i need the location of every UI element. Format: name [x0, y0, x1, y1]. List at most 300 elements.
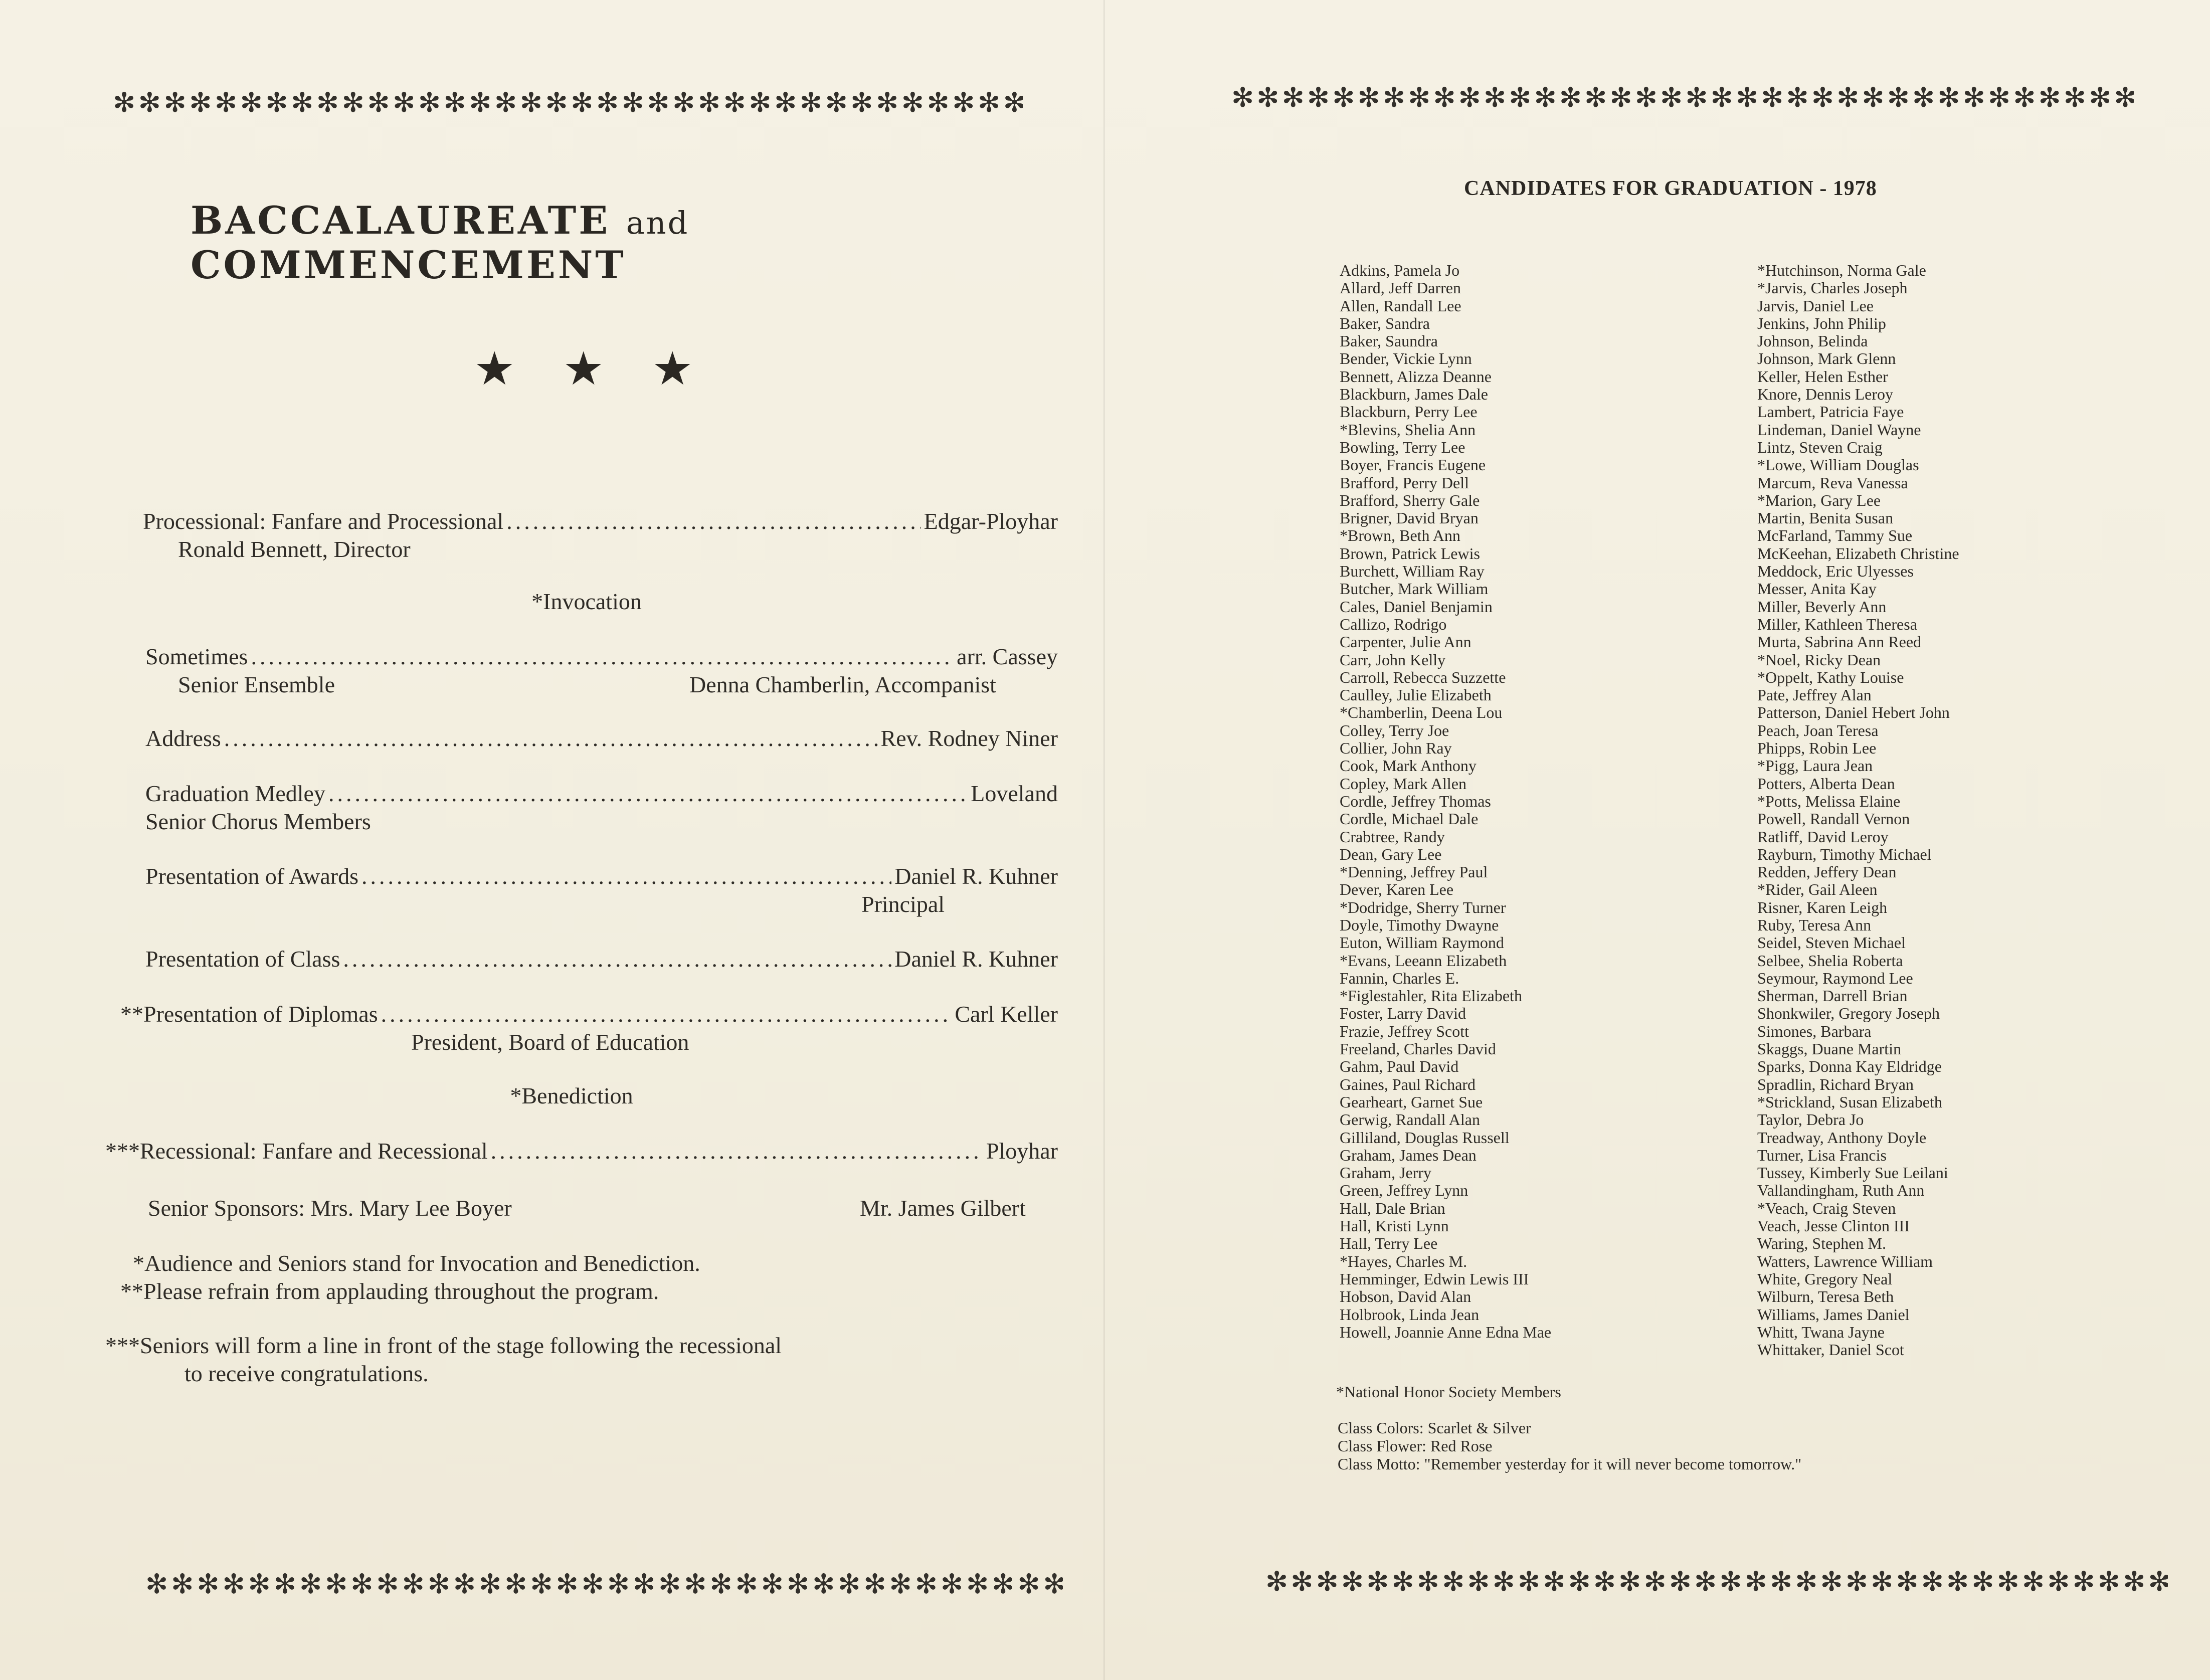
ornament-icon: ✻ [596, 88, 616, 118]
ornament-icon: ✻ [1391, 1567, 1411, 1597]
ornament-icon: ✻ [901, 88, 922, 118]
ornament-icon: ✻ [273, 1569, 294, 1599]
ornament-icon: ✻ [1634, 83, 1654, 113]
candidate-name: Miller, Beverly Ann [1757, 597, 1887, 616]
candidate-name: Jenkins, John Philip [1757, 314, 1886, 332]
candidate-name: Hall, Dale Brian [1340, 1199, 1445, 1217]
candidate-name: *Oppelt, Kathy Louise [1757, 668, 1904, 686]
candidate-name: Brown, Patrick Lewis [1340, 544, 1480, 563]
candidate-name: Colley, Terry Joe [1340, 721, 1449, 739]
ornament-icon: ✻ [571, 88, 591, 118]
candidate-name: *Brown, Beth Ann [1340, 526, 1460, 545]
candidate-name: Freeland, Charles David [1340, 1040, 1496, 1058]
candidate-name: Tussey, Kimberly Sue Leilani [1757, 1164, 1948, 1182]
candidate-name: Patterson, Daniel Hebert John [1757, 703, 1950, 722]
ornament-icon: ✻ [914, 1569, 935, 1599]
ornament-icon: ✻ [443, 88, 463, 118]
ornament-icon: ✻ [1871, 1567, 1891, 1597]
ornament-icon: ✻ [876, 88, 896, 118]
candidate-name: Taylor, Debra Jo [1757, 1110, 1864, 1129]
candidate-name: *Denning, Jeffrey Paul [1340, 863, 1488, 881]
program-performer: arr. Cassey [957, 644, 1058, 669]
program-label: Presentation of Class [145, 946, 340, 972]
candidate-name: Bennett, Alizza Deanne [1340, 367, 1492, 386]
ornament-icon: ✻ [838, 1569, 858, 1599]
candidate-name: Meddock, Eric Ulyesses [1757, 562, 1914, 581]
ornament-icon: ✻ [1017, 1569, 1037, 1599]
program-label: ***Recessional: Fanfare and Recessional [105, 1138, 488, 1164]
ornament-icon: ✻ [1735, 83, 1756, 113]
ornament-icon: ✻ [927, 88, 947, 118]
ornament-icon: ✻ [863, 1569, 883, 1599]
ornament-icon: ✻ [1845, 1567, 1866, 1597]
candidate-name: Carpenter, Julie Ann [1340, 633, 1471, 651]
ornament-icon: ✻ [1660, 83, 1680, 113]
candidate-name: Gearheart, Garnet Sue [1340, 1092, 1483, 1111]
ornament-icon: ✻ [761, 1569, 781, 1599]
ornament-icon: ✻ [138, 88, 158, 118]
candidate-name: *Marion, Gary Lee [1757, 491, 1881, 509]
ornament-icon: ✻ [607, 1569, 627, 1599]
candidate-name: Burchett, William Ray [1340, 562, 1485, 581]
candidate-name: Holbrook, Linda Jean [1340, 1305, 1480, 1324]
program-label: Presentation of Awards [145, 863, 359, 889]
candidate-name: Wilburn, Teresa Beth [1757, 1287, 1894, 1306]
ornament-icon: ✻ [2114, 83, 2134, 113]
candidate-name: Collier, John Ray [1340, 739, 1452, 758]
ornament-icon: ✻ [774, 88, 794, 118]
candidate-name: Copley, Mark Allen [1340, 774, 1466, 793]
ornament-icon: ✻ [709, 1569, 729, 1599]
class-colors: Class Colors: Scarlet & Silver [1338, 1419, 1531, 1437]
ornament-icon: ✻ [632, 1569, 653, 1599]
ornament-icon: ✻ [1517, 1567, 1538, 1597]
ornament-icon: ✻ [1912, 83, 1932, 113]
leader-dots [361, 862, 891, 890]
candidate-name: Messer, Anita Kay [1757, 580, 1877, 598]
candidate-name: Brafford, Sherry Gale [1340, 491, 1480, 509]
ornament-icon: ✻ [1003, 88, 1023, 118]
candidate-name: Gerwig, Randall Alan [1340, 1110, 1480, 1129]
candidates-heading: CANDIDATES FOR GRADUATION - 1978 [1464, 177, 1877, 200]
candidate-name: *Lowe, William Douglas [1757, 456, 1919, 474]
candidate-name: *Strickland, Susan Elizabeth [1757, 1092, 1942, 1111]
candidates-column-1 [1340, 262, 1551, 1341]
ornament-icon: ✻ [1719, 1567, 1739, 1597]
ornament-icon: ✻ [658, 1569, 678, 1599]
class-flower: Class Flower: Red Rose [1338, 1437, 1493, 1455]
ornament-icon: ✻ [1962, 83, 1982, 113]
candidate-name: Howell, Joannie Anne Edna Mae [1340, 1323, 1552, 1341]
program-performer: Loveland [971, 781, 1058, 806]
ornament-icon: ✻ [113, 88, 133, 118]
candidate-name: Williams, James Daniel [1757, 1305, 1910, 1324]
program-senior-chorus: Senior Chorus Members [145, 809, 371, 834]
candidate-name: Watters, Lawrence William [1757, 1252, 1933, 1270]
leader-dots [328, 780, 968, 808]
ornament-icon: ✻ [1231, 83, 1251, 113]
bottom-ornament-border-left [145, 1569, 1063, 1599]
class-motto: Class Motto: "Remember yesterday for it will never become tomorrow." [1338, 1455, 1802, 1473]
title-and: and [626, 205, 689, 241]
ornament-icon: ✻ [197, 1569, 217, 1599]
ornament-icon: ✻ [2072, 1567, 2092, 1597]
ornament-icon: ✻ [519, 88, 539, 118]
candidate-name: Seidel, Steven Michael [1757, 934, 1906, 952]
candidate-name: Waring, Stephen M. [1757, 1234, 1886, 1253]
senior-sponsor-second: Mr. James Gilbert [860, 1195, 1026, 1221]
ornament-icon: ✻ [1568, 1567, 1588, 1597]
ornament-icon: ✻ [171, 1569, 191, 1599]
candidate-name: Cordle, Jeffrey Thomas [1340, 792, 1491, 810]
program-principal: Principal [861, 891, 945, 917]
candidate-name: *Hutchinson, Norma Gale [1757, 261, 1926, 279]
program-performer: Carl Keller [955, 1001, 1058, 1027]
ornament-icon: ✻ [1862, 83, 1882, 113]
candidate-name: Risner, Karen Leigh [1757, 898, 1888, 916]
top-ornament-border-left [113, 88, 1023, 118]
note-congratulations: to receive congratulations. [185, 1361, 429, 1386]
leader-dots [251, 643, 954, 671]
ornament-icon: ✻ [1609, 83, 1629, 113]
candidate-name: *Noel, Ricky Dean [1757, 650, 1881, 669]
candidate-name: Gaines, Paul Richard [1340, 1075, 1476, 1093]
candidate-name: Lintz, Steven Craig [1757, 438, 1883, 456]
candidate-name: Carroll, Rebecca Suzzette [1340, 668, 1506, 686]
candidate-name: Murta, Sabrina Ann Reed [1757, 633, 1922, 651]
candidate-name: Phipps, Robin Lee [1757, 739, 1877, 758]
candidate-name: Euton, William Raymond [1340, 934, 1504, 952]
ornament-icon: ✻ [248, 1569, 268, 1599]
ornament-icon: ✻ [1483, 83, 1504, 113]
ornament-icon: ✻ [940, 1569, 961, 1599]
program-label: Graduation Medley [145, 781, 325, 806]
ornament-icon: ✻ [1896, 1567, 1916, 1597]
ornament-icon: ✻ [1996, 1567, 2016, 1597]
candidate-name: White, Gregory Neal [1757, 1269, 1893, 1288]
ornament-icon: ✻ [2047, 1567, 2067, 1597]
ornament-icon: ✻ [530, 1569, 550, 1599]
ornament-icon: ✻ [2089, 83, 2109, 113]
program-performer: Daniel R. Kuhner [894, 946, 1058, 972]
candidate-name: Brafford, Perry Dell [1340, 473, 1469, 492]
ornament-icon: ✻ [1509, 83, 1529, 113]
candidate-name: Whittaker, Daniel Scot [1757, 1341, 1904, 1359]
candidate-name: Potters, Alberta Dean [1757, 774, 1895, 793]
ornament-icon: ✻ [1265, 1567, 1285, 1597]
note-stand: *Audience and Seniors stand for Invocation and Benediction. [133, 1250, 700, 1276]
candidate-name: Allen, Randall Lee [1340, 296, 1461, 315]
ornament-icon: ✻ [1685, 83, 1705, 113]
ornament-icon: ✻ [1366, 1567, 1386, 1597]
candidate-name: Gilliland, Douglas Russell [1340, 1128, 1510, 1147]
honor-society-note: *National Honor Society Members [1336, 1383, 1561, 1401]
candidate-name: *Chamberlin, Deena Lou [1340, 703, 1503, 722]
top-ornament-border-right [1231, 83, 2134, 113]
ornament-icon: ✻ [316, 88, 336, 118]
ornament-icon: ✻ [1761, 83, 1781, 113]
ornament-icon: ✻ [1534, 83, 1554, 113]
candidate-name: Cales, Daniel Benjamin [1340, 597, 1493, 616]
program-label: Address [145, 725, 221, 751]
candidate-name: Seymour, Raymond Lee [1757, 969, 1913, 987]
candidate-name: *Hayes, Charles M. [1340, 1252, 1467, 1270]
candidate-name: Caulley, Julie Elizabeth [1340, 686, 1492, 704]
ornament-icon: ✻ [2148, 1567, 2168, 1597]
ornament-icon: ✻ [1937, 83, 1957, 113]
ornament-icon: ✻ [799, 88, 820, 118]
candidate-name: Graham, Jerry [1340, 1164, 1432, 1182]
ornament-icon: ✻ [1786, 83, 1806, 113]
candidate-name: Marcum, Reva Vanessa [1757, 473, 1908, 492]
leader-dots [343, 945, 891, 973]
title-baccalaureate: BACCALAUREATE [191, 198, 611, 243]
program-diplomas [120, 1000, 1058, 1028]
program-awards [145, 862, 1058, 890]
candidate-name: Baker, Saundra [1340, 332, 1438, 350]
program-label: Processional: Fanfare and Processional [143, 508, 504, 534]
ornament-icon: ✻ [2038, 83, 2058, 113]
ornament-icon: ✻ [469, 88, 489, 118]
ornament-icon: ✻ [1382, 83, 1403, 113]
ornament-icon: ✻ [723, 88, 743, 118]
program-sometimes [145, 643, 1058, 671]
candidate-name: *Potts, Melissa Elaine [1757, 792, 1901, 810]
ornament-icon: ✻ [1467, 1567, 1487, 1597]
program-processional [143, 507, 1058, 535]
ornament-icon: ✻ [545, 88, 565, 118]
ornament-icon: ✻ [1357, 83, 1377, 113]
candidate-name: Callizo, Rodrigo [1340, 615, 1447, 633]
candidate-name: Dean, Gary Lee [1340, 845, 1442, 863]
star-icon: ★ [563, 342, 604, 396]
ornament-icon: ✻ [1593, 1567, 1613, 1597]
ornament-icon: ✻ [1987, 83, 2008, 113]
ornament-icon: ✻ [556, 1569, 576, 1599]
program-board-president: President, Board of Education [411, 1029, 689, 1055]
ornament-icon: ✻ [214, 88, 235, 118]
program-benediction: *Benediction [510, 1083, 633, 1108]
ornament-icon: ✻ [1811, 83, 1831, 113]
candidate-name: Cordle, Michael Dale [1340, 810, 1479, 828]
ornament-icon: ✻ [1433, 83, 1453, 113]
candidate-name: Sparks, Donna Kay Eldridge [1757, 1057, 1942, 1076]
candidate-name: Baker, Sandra [1340, 314, 1430, 332]
ornament-icon: ✻ [889, 1569, 909, 1599]
title-commencement: COMMENCEMENT [191, 243, 626, 287]
ornament-icon: ✻ [427, 1569, 447, 1599]
star-icon: ★ [474, 342, 515, 396]
program-invocation: *Invocation [531, 589, 642, 614]
ornament-icon: ✻ [2021, 1567, 2042, 1597]
senior-sponsors: Senior Sponsors: Mrs. Mary Lee Boyer [148, 1195, 512, 1221]
candidate-name: Treadway, Anthony Doyle [1757, 1128, 1927, 1147]
candidate-name: Hemminger, Edwin Lewis III [1340, 1269, 1529, 1288]
candidate-name: Selbee, Shelia Roberta [1757, 951, 1903, 970]
ornament-icon: ✻ [479, 1569, 499, 1599]
candidate-name: Hobson, David Alan [1340, 1287, 1471, 1306]
ornament-icon: ✻ [1316, 1567, 1336, 1597]
leader-dots [506, 507, 920, 535]
ornament-icon: ✻ [393, 88, 413, 118]
leader-dots [381, 1000, 952, 1028]
ornament-icon: ✻ [621, 88, 641, 118]
ornament-icon: ✻ [2063, 83, 2084, 113]
ornament-icon: ✻ [1769, 1567, 1790, 1597]
ornament-icon: ✻ [1820, 1567, 1840, 1597]
candidate-name: McFarland, Tammy Sue [1757, 526, 1913, 545]
ornament-icon: ✻ [1744, 1567, 1764, 1597]
ornament-icon: ✻ [189, 88, 209, 118]
right-page [1105, 0, 2210, 1680]
candidate-name: Spradlin, Richard Bryan [1757, 1075, 1914, 1093]
ornament-icon: ✻ [735, 1569, 755, 1599]
ornament-icon: ✻ [977, 88, 998, 118]
candidate-name: *Figlestahler, Rita Elizabeth [1340, 987, 1522, 1005]
ornament-icon: ✻ [504, 1569, 524, 1599]
candidate-name: Knore, Dennis Leroy [1757, 385, 1894, 404]
candidate-name: Carr, John Kelly [1340, 650, 1446, 669]
ornament-icon: ✻ [647, 88, 667, 118]
ornament-icon: ✻ [1416, 1567, 1437, 1597]
ornament-icon: ✻ [341, 88, 361, 118]
program-accompanist: Denna Chamberlin, Accompanist [689, 672, 996, 697]
candidate-name: Blackburn, Perry Lee [1340, 403, 1478, 421]
ornament-icon: ✻ [1836, 83, 1857, 113]
candidate-name: Johnson, Mark Glenn [1757, 349, 1896, 368]
ornament-icon: ✻ [966, 1569, 986, 1599]
candidate-name: Gahm, Paul David [1340, 1057, 1459, 1076]
candidate-name: Allard, Jeff Darren [1340, 279, 1461, 297]
program-address [145, 724, 1058, 753]
candidates-column-2 [1757, 262, 1959, 1359]
candidate-name: Peach, Joan Teresa [1757, 721, 1879, 739]
candidate-name: Foster, Larry David [1340, 1004, 1466, 1023]
candidate-name: Miller, Kathleen Theresa [1757, 615, 1917, 633]
program-medley [145, 780, 1058, 808]
candidate-name: Hall, Kristi Lynn [1340, 1217, 1449, 1235]
ornament-icon: ✻ [1618, 1567, 1638, 1597]
ornament-icon: ✻ [265, 88, 285, 118]
ornament-icon: ✻ [350, 1569, 371, 1599]
ornament-icon: ✻ [145, 1569, 165, 1599]
program-processional-director: Ronald Bennett, Director [178, 536, 411, 562]
candidate-name: Green, Jeffrey Lynn [1340, 1181, 1468, 1200]
ornament-icon: ✻ [163, 88, 183, 118]
program-label: **Presentation of Diplomas [120, 1001, 378, 1027]
ornament-icon: ✻ [1341, 1567, 1361, 1597]
ornament-icon: ✻ [1408, 83, 1428, 113]
ornament-icon: ✻ [1795, 1567, 1815, 1597]
candidate-name: Redden, Jeffery Dean [1757, 863, 1897, 881]
candidate-name: McKeehan, Elizabeth Christine [1757, 544, 1959, 563]
candidate-name: Martin, Benita Susan [1757, 509, 1894, 527]
candidate-name: Blackburn, James Dale [1340, 385, 1488, 404]
program-class [145, 945, 1058, 973]
ornament-icon: ✻ [2097, 1567, 2118, 1597]
page-title [191, 198, 993, 287]
ornament-icon: ✻ [749, 88, 769, 118]
ornament-icon: ✻ [1458, 83, 1478, 113]
ornament-icon: ✻ [1971, 1567, 1991, 1597]
candidate-name: *Pigg, Laura Jean [1757, 757, 1873, 775]
ornament-icon: ✻ [952, 88, 972, 118]
ornament-icon: ✻ [418, 88, 438, 118]
candidate-name: Johnson, Belinda [1757, 332, 1868, 350]
star-row [474, 342, 693, 396]
candidate-name: *Dodridge, Sherry Turner [1340, 898, 1506, 916]
ornament-icon: ✻ [992, 1569, 1012, 1599]
ornament-icon: ✻ [367, 88, 387, 118]
candidate-name: Crabtree, Randy [1340, 827, 1445, 846]
program-performer: Edgar-Ployhar [924, 508, 1058, 534]
ornament-icon: ✻ [1921, 1567, 1941, 1597]
ornament-icon: ✻ [825, 88, 845, 118]
ornament-icon: ✻ [2013, 83, 2033, 113]
candidate-name: Skaggs, Duane Martin [1757, 1040, 1902, 1058]
candidate-name: *Jarvis, Charles Joseph [1757, 279, 1908, 297]
program-recessional [105, 1137, 1058, 1165]
candidate-name: Brigner, David Bryan [1340, 509, 1479, 527]
candidate-name: Fannin, Charles E. [1340, 969, 1459, 987]
program-performer: Ployhar [986, 1138, 1058, 1164]
ornament-icon: ✻ [222, 1569, 242, 1599]
candidate-name: Frazie, Jeffrey Scott [1340, 1022, 1469, 1040]
candidate-name: Veach, Jesse Clinton III [1757, 1217, 1910, 1235]
candidate-name: Jarvis, Daniel Lee [1757, 296, 1874, 315]
leader-dots [491, 1137, 983, 1165]
candidate-name: Rayburn, Timothy Michael [1757, 845, 1932, 863]
ornament-icon: ✻ [2123, 1567, 2143, 1597]
candidate-name: Graham, James Dean [1340, 1146, 1477, 1164]
candidate-name: Simones, Barbara [1757, 1022, 1872, 1040]
candidate-name: Powell, Randall Vernon [1757, 810, 1910, 828]
candidate-name: *Veach, Craig Steven [1757, 1199, 1896, 1217]
candidate-name: Dever, Karen Lee [1340, 880, 1454, 899]
candidate-name: Whitt, Twana Jayne [1757, 1323, 1885, 1341]
candidate-name: Sherman, Darrell Brian [1757, 987, 1908, 1005]
ornament-icon: ✻ [812, 1569, 832, 1599]
note-line-form: ***Seniors will form a line in front of the stage following the recessional [105, 1333, 782, 1358]
ornament-icon: ✻ [1694, 1567, 1714, 1597]
bottom-ornament-border-right [1265, 1567, 2168, 1597]
candidate-name: Ratliff, David Leroy [1757, 827, 1889, 846]
ornament-icon: ✻ [1442, 1567, 1462, 1597]
candidate-name: Turner, Lisa Francis [1757, 1146, 1887, 1164]
candidate-name: Doyle, Timothy Dwayne [1340, 915, 1499, 934]
ornament-icon: ✻ [1291, 1567, 1311, 1597]
ornament-icon: ✻ [1643, 1567, 1664, 1597]
program-senior-ensemble: Senior Ensemble [178, 672, 335, 697]
ornament-icon: ✻ [1710, 83, 1730, 113]
ornament-icon: ✻ [1281, 83, 1302, 113]
candidate-name: Bender, Vickie Lynn [1340, 349, 1472, 368]
program-performer: Daniel R. Kuhner [894, 863, 1058, 889]
ornament-icon: ✻ [1946, 1567, 1966, 1597]
ornament-icon: ✻ [1043, 1569, 1063, 1599]
ornament-icon: ✻ [850, 88, 870, 118]
candidate-name: *Blevins, Shelia Ann [1340, 420, 1476, 439]
candidate-name: *Rider, Gail Aleen [1757, 880, 1878, 899]
ornament-icon: ✻ [402, 1569, 422, 1599]
ornament-icon: ✻ [1887, 83, 1907, 113]
ornament-icon: ✻ [1332, 83, 1352, 113]
candidate-name: Shonkwiler, Gregory Joseph [1757, 1004, 1940, 1023]
candidate-name: Adkins, Pamela Jo [1340, 261, 1460, 279]
ornament-icon: ✻ [1307, 83, 1327, 113]
ornament-icon: ✻ [581, 1569, 601, 1599]
ornament-icon: ✻ [325, 1569, 345, 1599]
